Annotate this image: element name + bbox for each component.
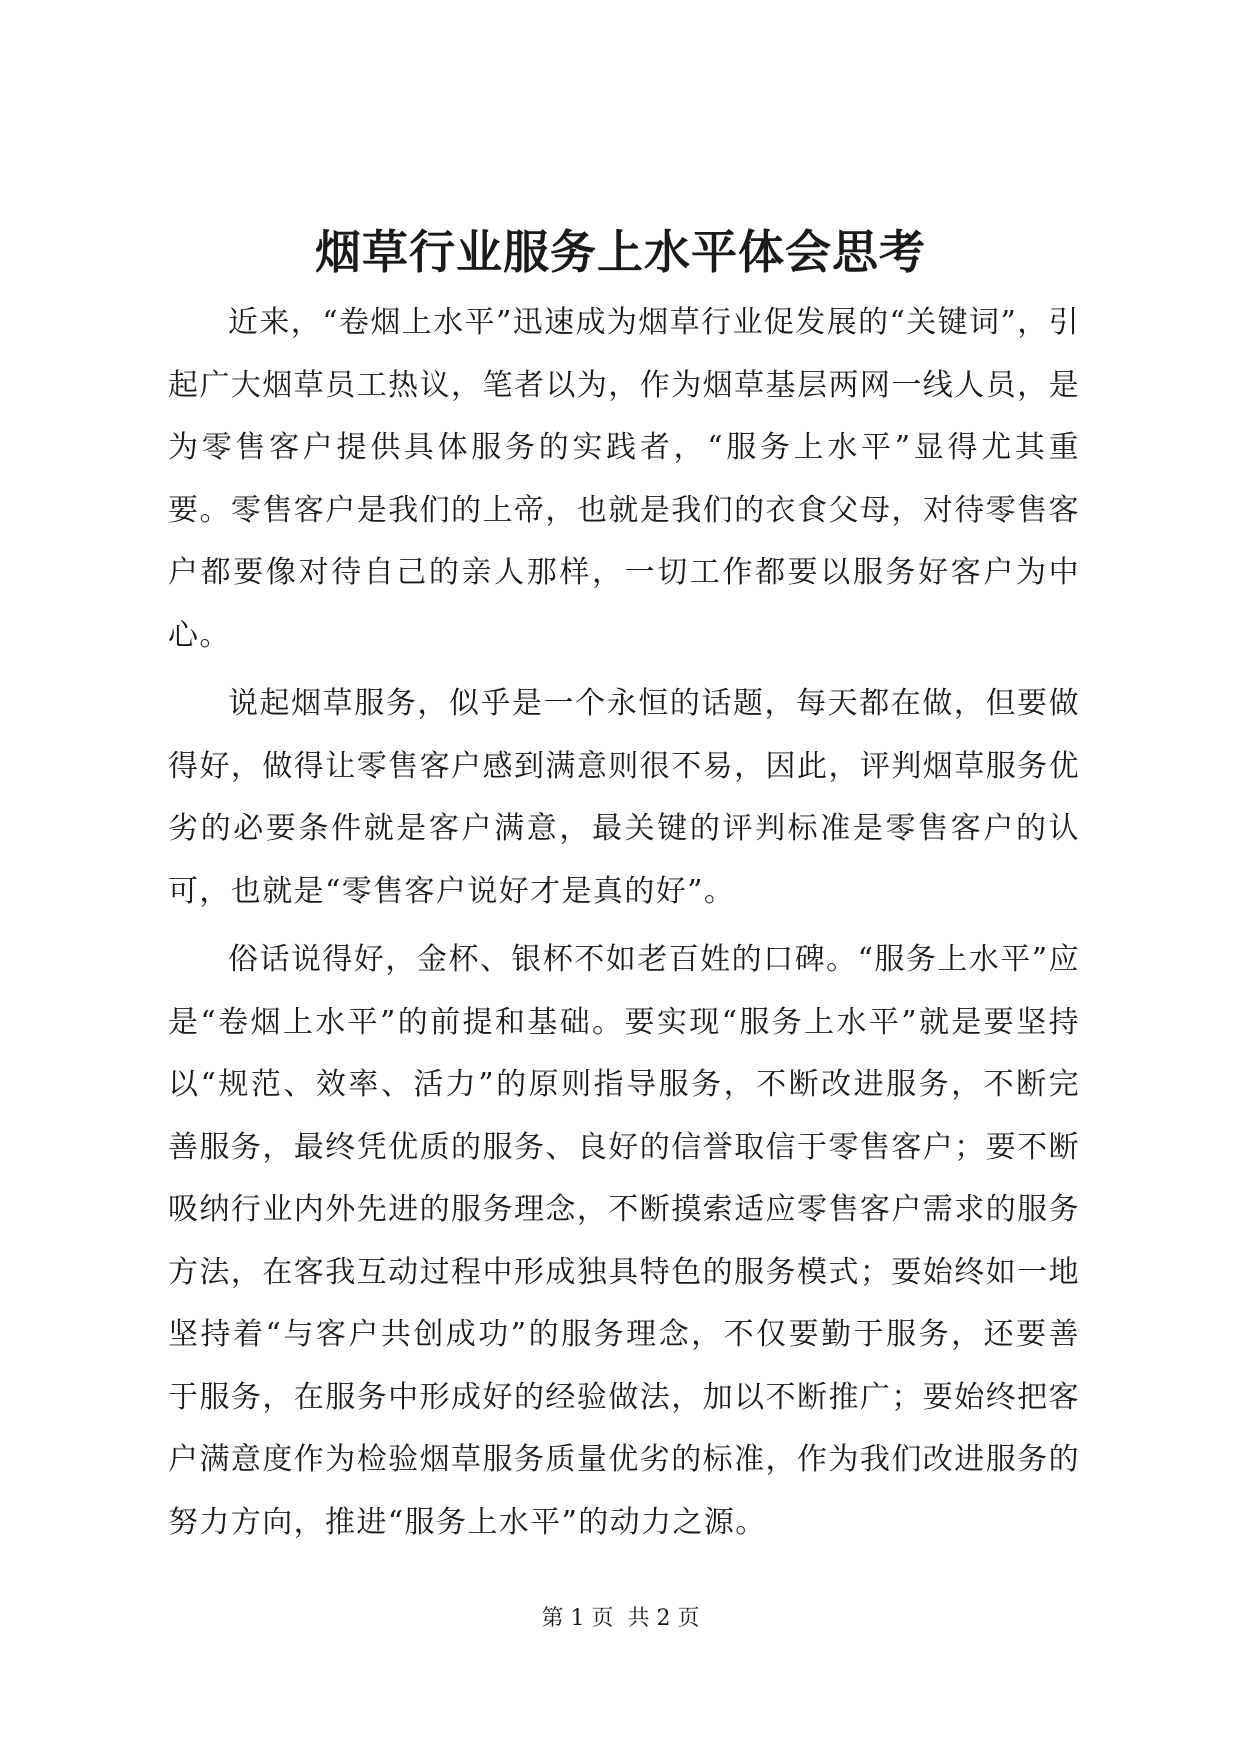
page-footer (0, 1604, 1241, 1634)
document-title: 烟草行业服务上水平体会思考 (315, 225, 926, 279)
paragraph-2: 说起烟草服务，似乎是一个永恒的话题，每天都在做，但要做得好，做得让零售客户感到满意则很不易，因此，评判烟草服务优劣的必要条件就是客户满意，最关键的评判标准是零售客户的认可，也就是“零售客户说好才是真的好”。 (168, 686, 1080, 909)
paragraph-3: 俗话说得好，金杯、银杯不如老百姓的口碑。“服务上水平”应是“卷烟上水平”的前提和基础。要实现“服务上水平”就是要坚持以“规范、效率、活力”的原则指导服务，不断改进服务，不断完善服务，最终凭优质的服务、良好的信誉取信于零售客户；要不断吸纳行业内外先进的服务理念，不断摸索适应零售客户需求的服务方法，在客我互动过程中形成独具特色的服务模式；要始终如一地坚持着“与客户共创成功”的服务理念，不仅要勤于服务，还要善于服务，在服务中形成好的经验做法，加以不断推广；要始终把客户满意度作为检验烟草服务质量优劣的标准，作为我们改进服务的努力方向，推进“服务上水平”的动力之源。 (168, 942, 1080, 1540)
document-body (168, 292, 1080, 1560)
page-number-label: 第 1 页 共 2 页 (541, 1606, 700, 1631)
paragraph-1: 近来，“卷烟上水平”迅速成为烟草行业促发展的“关键词”，引起广大烟草员工热议，笔者以为，作为烟草基层两网一线人员，是为零售客户提供具体服务的实践者，“服务上水平”显得尤其重要。零售客户是我们的上帝，也就是我们的衣食父母，对待零售客户都要像对待自己的亲人那样，一切工作都要以服务好客户为中心。 (168, 305, 1080, 653)
